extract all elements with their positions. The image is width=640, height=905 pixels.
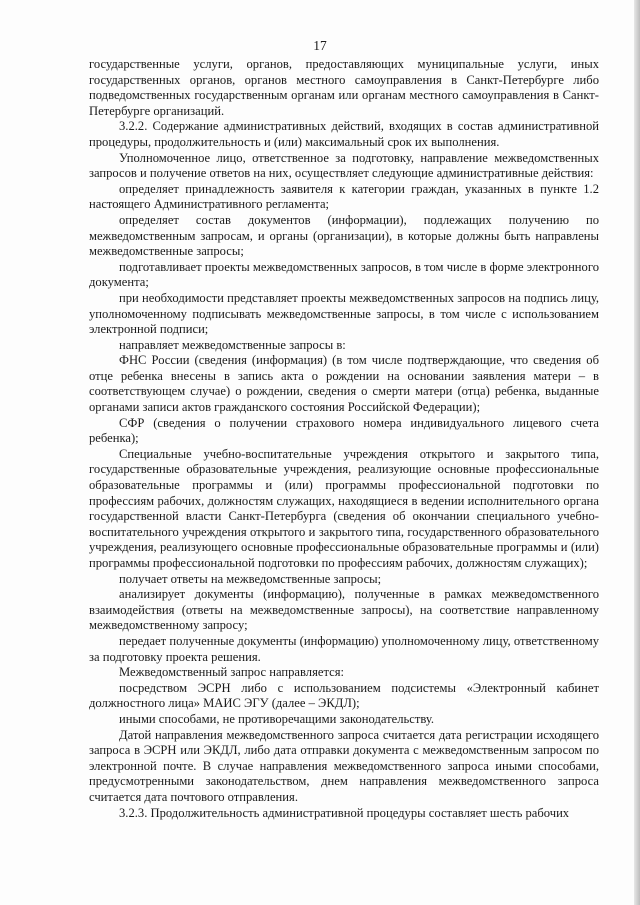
paragraph: передает полученные документы (информацию) уполномоченному лицу, ответственному за подготовку проекта решения. <box>89 633 599 664</box>
paragraph: направляет межведомственные запросы в: <box>119 337 346 352</box>
page-number: 17 <box>313 38 327 53</box>
paragraph: СФР (сведения о получении страхового номера индивидуального лицевого счета ребенка); <box>89 415 599 446</box>
paragraph: Датой направления межведомственного запроса считается дата регистрации исходящего запроса в ЭСРН или ЭКДЛ, либо дата отправки документа с межведомственным запросом по электронной почте. В случае направления межведомственного запроса иными способами, предусмотренными законодательством, днем направления межведомственного запроса считается дата почтового отправления. <box>89 727 599 804</box>
paragraph: Уполномоченное лицо, ответственное за подготовку, направление межведомственных запросов и получение ответов на них, осуществляет следующие административные действия: <box>89 150 599 181</box>
paragraph: определяет принадлежность заявителя к категории граждан, указанных в пункте 1.2 настоящего Административного регламента; <box>89 181 599 212</box>
paragraph: Межведомственный запрос направляется: <box>119 665 344 680</box>
paragraph: определяет состав документов (информации), подлежащих получению по межведомственным запросам, и органы (организации), в которые должны быть направлены межведомственные запросы; <box>89 212 599 259</box>
paragraph: анализирует документы (информацию), полученные в рамках межведомственного взаимодействия (ответы на межведомственные запросы), на соответствие направленному межведомственному запросу; <box>89 587 599 633</box>
paragraph: 3.2.3. Продолжительность административной процедуры составляет шесть рабочих <box>119 805 570 820</box>
paragraph: государственные услуги, органов, предоставляющих муниципальные услуги, иных государственных органов, органов местного самоуправления в Санкт-Петербурге либо подведомственных государственным органам или органам местного самоуправления в Санкт-Петербурге организаций. <box>89 57 599 118</box>
paragraph: посредством ЭСРН либо с использованием подсистемы «Электронный кабинет должностного лица» МАИС ЭГУ (далее – ЭКДЛ); <box>89 680 599 711</box>
document-body <box>89 57 599 821</box>
paragraph: 3.2.2. Содержание административных действий, входящих в состав административной процедуры, продолжительность и (или) максимальный срок их выполнения. <box>89 119 599 149</box>
paragraph: ФНС России (сведения (информация) (в том числе подтверждающие, что сведения об отце ребенка внесены в запись акта о рождении на основании заявления матери – в соответствующем случае) о рождении, сведения о смерти матери (отца) ребенка, выданные органами записи актов гражданского состояния Российской Федерации); <box>89 353 599 415</box>
paragraph: подготавливает проекты межведомственных запросов, в том числе в форме электронного документа; <box>89 259 599 290</box>
paragraph: Специальные учебно-воспитательные учреждения открытого и закрытого типа, государственные образовательные учреждения, реализующие основные профессиональные образовательные программы и (или) программы профессиональной подготовки по профессиям рабочих, должностям служащих, находящиеся в ведении исполнительного органа государственной власти Санкт-Петербурга (сведения об окончании специального учебно-воспитательного учреждения открытого и закрытого типа, государственного образовательного учреждения, реализующего основные профессиональные образовательные программы и (или) программы профессиональной подготовки по профессиям рабочих, должностям служащих); <box>89 446 599 570</box>
paragraph: получает ответы на межведомственные запросы; <box>119 571 382 586</box>
scan-edge-shadow <box>634 0 640 905</box>
paragraph: при необходимости представляет проекты межведомственных запросов на подпись лицу, уполномоченному подписывать межведомственные запросы, в том числе с использованием электронной подписи; <box>89 290 599 337</box>
paragraph: иными способами, не противоречащими законодательству. <box>119 711 435 726</box>
